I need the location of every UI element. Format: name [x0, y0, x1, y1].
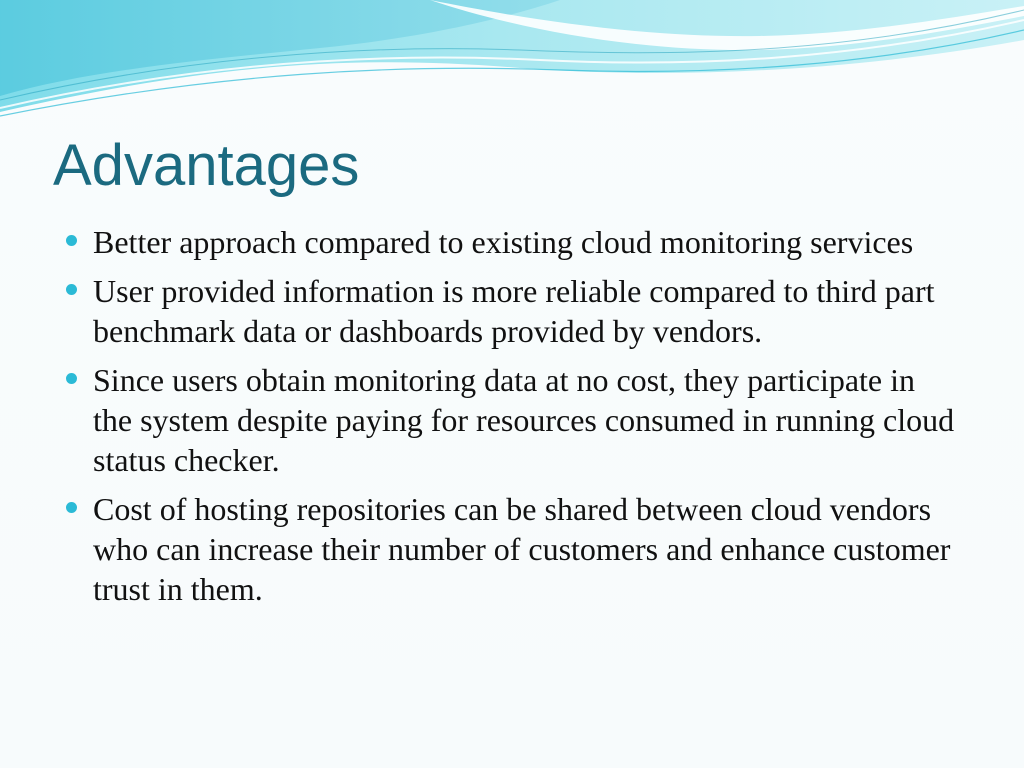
list-item: [60, 489, 960, 609]
bullet-text: Cost of hosting repositories can be shared between cloud vendors who can increase their number of customers and enhance customer trust in them.: [93, 491, 951, 607]
bullet-text: Better approach compared to existing cloud monitoring services: [93, 224, 914, 260]
list-item: [60, 222, 960, 262]
round-bullet-icon: [66, 235, 77, 246]
slide-title: Advantages: [53, 133, 360, 198]
bullet-text: User provided information is more reliable compared to third part benchmark data or dashboards provided by vendors.: [93, 273, 935, 349]
round-bullet-icon: [66, 373, 77, 384]
header-wave-decoration: [0, 0, 1024, 130]
round-bullet-icon: [66, 284, 77, 295]
list-item: [60, 360, 960, 480]
round-bullet-icon: [66, 502, 77, 513]
bullet-list: [60, 222, 960, 618]
bullet-text: Since users obtain monitoring data at no cost, they participate in the system despite paying for resources consumed in running cloud status checker.: [93, 362, 955, 478]
list-item: [60, 271, 960, 351]
